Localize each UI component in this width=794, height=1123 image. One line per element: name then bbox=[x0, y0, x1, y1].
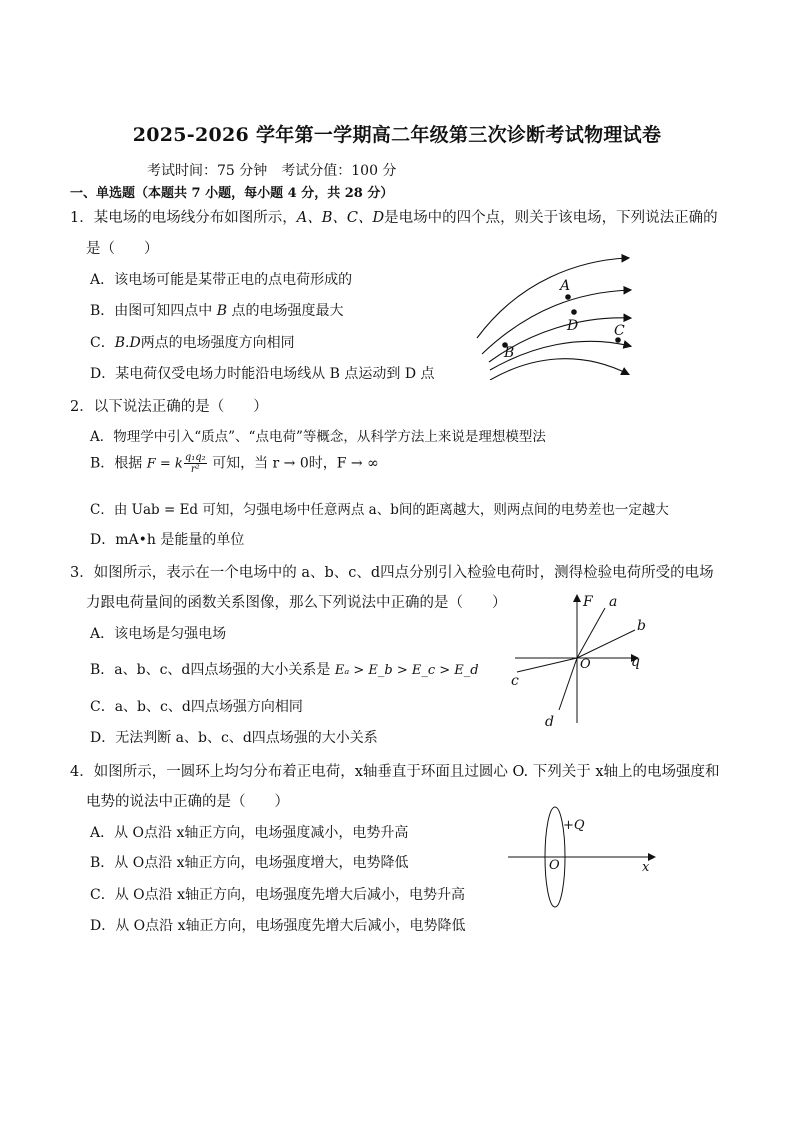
section-heading: 一、单选题（本题共 7 小题，每小题 4 分，共 28 分） bbox=[70, 186, 394, 201]
q1-option-b bbox=[90, 300, 344, 320]
label-O-center: O bbox=[549, 858, 560, 873]
q3-f-q-graph bbox=[505, 588, 655, 733]
q3-option-b bbox=[90, 659, 479, 679]
q2-formula-fraction bbox=[184, 452, 207, 475]
exam-title: 2025-2026 学年第一学期高二年级第三次诊断考试物理试卷 bbox=[132, 124, 662, 146]
q1-option-c-part2: 两点的电场强度方向相同 bbox=[140, 335, 295, 351]
q1-option-b-point: B bbox=[216, 303, 228, 319]
q1-stem-line2: 是（ ） bbox=[86, 241, 159, 257]
q2-option-d: D．mA•h 是能量的单位 bbox=[90, 532, 245, 548]
q2-option-c: C．由 Uab = Ed 可知，匀强电场中任意两点 a、b间的距离越大，则两点间的电势差也一定越大 bbox=[90, 502, 669, 518]
line-a bbox=[577, 608, 605, 658]
q2-formula-denominator: r² bbox=[190, 464, 200, 475]
q1-number: 1． bbox=[70, 210, 94, 226]
q2-option-b bbox=[90, 452, 379, 475]
q3-stem-line1 bbox=[70, 561, 714, 582]
q1-field-line-figure bbox=[470, 250, 640, 380]
q1-option-b-part2: 点的电场强度最大 bbox=[227, 303, 344, 319]
point-a-dot bbox=[565, 294, 571, 300]
q1-stem-line1 bbox=[70, 206, 718, 227]
q2-formula-numerator: q₁q₂ bbox=[184, 452, 206, 463]
q1-option-d: D．某电荷仅受电场力时能沿电场线从 B 点运动到 D 点 bbox=[90, 366, 435, 382]
q4-ring-figure bbox=[500, 805, 660, 910]
exam-info: 考试时间：75 分钟 考试分值：100 分 bbox=[147, 163, 397, 179]
q3-number: 3． bbox=[70, 565, 94, 581]
q4-stem-a: 如图所示，一圆环上均匀分布着正电荷，x轴垂直于环面且过圆心 O. 下列关于 x轴上的电场强度和 bbox=[93, 764, 720, 780]
label-C: C bbox=[614, 323, 625, 339]
label-d: d bbox=[545, 714, 554, 730]
label-B: B bbox=[504, 345, 515, 361]
q2-option-b-part1: B．根据 bbox=[90, 455, 147, 472]
q4-option-c: C．从 O点沿 x轴正方向，电场强度先增大后减小，电势升高 bbox=[90, 887, 465, 903]
q2-number: 2． bbox=[70, 399, 94, 415]
label-a: a bbox=[609, 594, 618, 610]
line-d bbox=[559, 658, 577, 710]
field-line-1 bbox=[477, 258, 628, 338]
q4-number: 4． bbox=[70, 764, 94, 780]
q2-formula-lhs: F = k bbox=[146, 456, 183, 472]
q4-option-b: B．从 O点沿 x轴正方向，电场强度增大，电势降低 bbox=[90, 855, 409, 871]
label-plus-Q: +Q bbox=[563, 818, 585, 833]
label-c: c bbox=[511, 673, 519, 689]
q2-option-a: A．物理学中引入“质点”、“点电荷”等概念，从科学方法上来说是理想模型法 bbox=[90, 429, 546, 445]
q1-stem-a: 某电场的电场线分布如图所示， bbox=[93, 210, 297, 226]
q1-option-a: A．该电场可能是某带正电的点电荷形成的 bbox=[90, 272, 353, 288]
q3-option-c: C．a、b、c、d四点场强方向相同 bbox=[90, 699, 303, 715]
q4-option-d: D．从 O点沿 x轴正方向，电场强度先增大后减小，电势降低 bbox=[90, 918, 466, 934]
q4-stem-line2: 电势的说法中正确的是（ ） bbox=[86, 794, 289, 810]
q3-stem-a: 如图所示，表示在一个电场中的 a、b、c、d四点分别引入检验电荷时，测得检验电荷所受的电场 bbox=[93, 565, 714, 581]
q1-option-c bbox=[90, 332, 295, 352]
q2-option-b-part2: 可知，当 r → 0时，F → ∞ bbox=[207, 455, 379, 472]
line-c bbox=[517, 658, 577, 672]
q2-stem-text: 以下说法正确的是（ ） bbox=[93, 399, 268, 415]
q3-option-a: A．该电场是匀强电场 bbox=[90, 626, 227, 642]
q1-stem-b: 是电场中的四个点，则关于该电场，下列说法正确的 bbox=[384, 210, 718, 226]
q1-option-b-part1: B．由图可知四点中 bbox=[90, 303, 217, 319]
q3-option-b-part1: B．a、b、c、d四点场强的大小关系是 bbox=[90, 662, 335, 678]
line-b bbox=[577, 630, 635, 658]
label-q: q bbox=[631, 654, 640, 670]
label-b: b bbox=[637, 618, 646, 634]
q1-option-c-part1: C． bbox=[90, 335, 115, 351]
q3-option-b-relation: Eₐ > E_b > E_c > E_d bbox=[334, 663, 479, 678]
label-A: A bbox=[560, 278, 571, 294]
q2-stem bbox=[70, 395, 268, 416]
q4-stem-line1 bbox=[70, 760, 720, 781]
label-O: O bbox=[580, 657, 591, 672]
label-D: D bbox=[567, 318, 579, 334]
label-F: F bbox=[583, 594, 593, 610]
q1-points: A、B、C、D bbox=[296, 210, 385, 226]
q1-option-c-points: B.D bbox=[114, 335, 141, 351]
q3-stem-line2: 力跟电荷量间的函数关系图像，那么下列说法中正确的是（ ） bbox=[86, 595, 507, 611]
q4-option-a: A．从 O点沿 x轴正方向，电场强度减小，电势升高 bbox=[90, 825, 409, 841]
field-line-5 bbox=[490, 359, 628, 380]
point-d-dot bbox=[571, 309, 577, 315]
q3-option-d: D．无法判断 a、b、c、d四点场强的大小关系 bbox=[90, 730, 378, 746]
label-x: x bbox=[642, 860, 650, 875]
